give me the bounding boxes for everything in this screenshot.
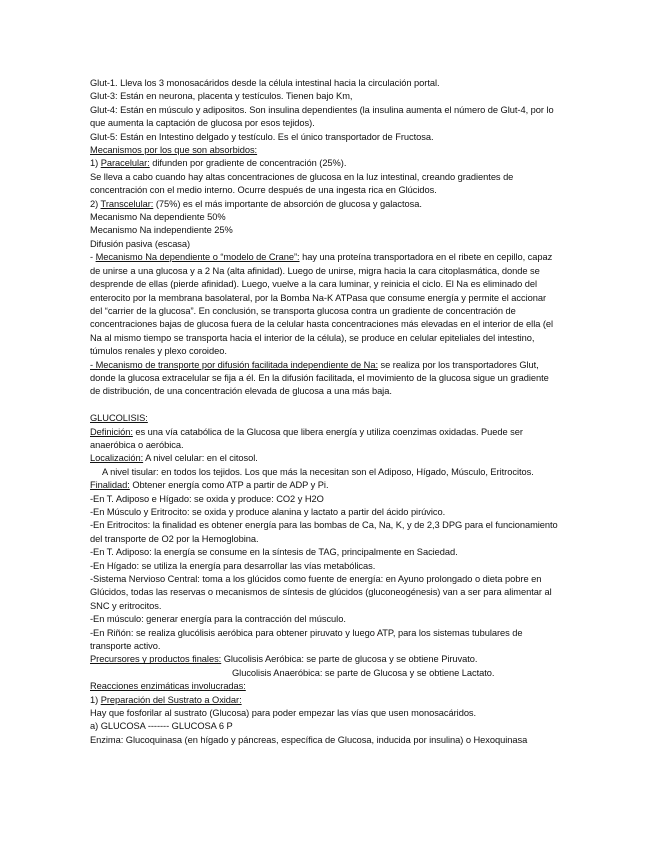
paracelular-label: Paracelular: bbox=[100, 158, 150, 169]
tissue-item: -En T. Adiposo e Hígado: se oxida y produce: CO2 y H2O bbox=[90, 493, 324, 504]
tissue-item: -En Riñón: se realiza glucólisis aeróbica para obtener piruvato y luego ATP, para los sistemas tubulares de transporte activo. bbox=[90, 627, 523, 652]
tissue-item: -Sistema Nervioso Central: toma a los glúcidos como fuente de energía: en Ayuno prolongado o dieta pobre en Glúcidos, todas las reservas o mecanismos de síntesis de glúcidos (gluconeogénesis) van a ser para alimentar al SNC y eritrocitos. bbox=[90, 574, 552, 611]
purpose-line bbox=[90, 479, 560, 492]
precursors-aerobic: Glucolisis Aeróbica: se parte de glucosa y se obtiene Piruvato. bbox=[221, 654, 478, 665]
precursors-anaerobic: Glucolisis Anaeróbica: se parte de Glucosa y se obtiene Lactato. bbox=[232, 667, 495, 678]
document-body bbox=[90, 77, 560, 747]
transcelular-line bbox=[90, 198, 560, 211]
tissue-item: -En Eritrocitos: la finalidad es obtener energía para las bombas de Ca, Na, K, y de 2,3 DPG para el funcionamiento del transporte de O2 por la Hemoglobina. bbox=[90, 520, 558, 544]
paracelular-line bbox=[90, 157, 560, 170]
facilitated-diffusion-text: se realiza por los transportadores Glut, donde la glucosa extracelular se fija a él. En la difusión facilitada, el movimiento de la glucosa sigue un gradiente de distribución, de una concentración elevada de glucosa a una más baja. bbox=[90, 359, 549, 397]
tissue-level-line: A nivel tisular: en todos los tejidos. Los que más la necesitan son el Adiposo, Hígado, Músculo, Eritrocitos. bbox=[102, 466, 534, 477]
paracelular-number: 1) bbox=[90, 158, 101, 169]
preparation-number: 1) bbox=[90, 694, 101, 705]
preparation-label: Preparación del Sustrato a Oxidar: bbox=[100, 694, 242, 705]
purpose-text: Obtener energía como ATP a partir de ADP y Pi. bbox=[129, 480, 329, 491]
glut5-line: Glut-5: Están en Intestino delgado y testículo. Es el único transportador de Fructosa. bbox=[90, 131, 434, 142]
glut4-paragraph: Glut-4: Están en músculo y adipositos. Son insulina dependientes (la insulina aumenta el número de Glut-4, por lo que aumenta la captación de glucosa por esos tejidos). bbox=[90, 104, 554, 129]
absorption-heading bbox=[90, 144, 560, 157]
na-dependent-line: Mecanismo Na dependiente 50% bbox=[90, 212, 226, 223]
definition-text: es una vía catabólica de la Glucosa que libera energía y utiliza coenzimas oxidadas. Puede ser anaeróbica o aeróbica. bbox=[90, 426, 523, 450]
crane-model-text: hay una proteína transportadora en el ribete en cepillo, capaz de unirse a una glucosa y a 2 Na (alta afinidad). Luego de unirse, migra hacia la cara citoplasmática, donde se desprende de ellas (pierde afinidad). Luego, vuelve a la cara luminar, y reinicia el ciclo. El Na es eliminado del enterocito por la membrana basolateral, por la Bomba Na-K ATPasa que consume energía y permite el accionar del “carrier de la glucosa”. En conclusión, se transporta glucosa contra un gradiente de concentración de concentraciones bajas de glucosa fuera de la celular hasta concentraciones más elevadas en el interior de ella (el Na al mismo tiempo se transporta hacia el interior de la célula), se produce en celular epiteliales del intestino, túmulos renales y plexo coroideo. bbox=[90, 252, 554, 357]
tissue-item: -En Hígado: se utiliza la energía para desarrollar las vías metabólicas. bbox=[90, 560, 376, 571]
facilitated-diffusion-paragraph bbox=[90, 359, 560, 399]
paracelular-detail: Se lleva a cabo cuando hay altas concentraciones de glucosa en la luz intestinal, creando gradientes de concentración con el medio interno. Ocurre después de una ingesta rica en Glúcidos. bbox=[90, 171, 514, 196]
facilitated-diffusion-label: - Mecanismo de transporte por difusión facilitada independiente de Na: bbox=[90, 359, 378, 370]
localization-label: Localización: bbox=[90, 453, 144, 464]
transcelular-text: (75%) es el más importante de absorción de glucosa y galactosa. bbox=[153, 198, 422, 209]
preparation-line bbox=[90, 694, 560, 707]
absorption-heading-text: Mecanismos por los que son absorbidos: bbox=[90, 145, 258, 156]
precursors-line bbox=[90, 653, 560, 666]
transcelular-label: Transcelular: bbox=[100, 198, 154, 209]
enzyme-line: Enzima: Glucoquinasa (en hígado y páncreas, específica de Glucosa, inducida por insulina) o Hexoquinasa bbox=[90, 734, 528, 745]
tissue-item: -En T. Adiposo: la energía se consume en la síntesis de TAG, principalmente en Saciedad. bbox=[90, 547, 458, 558]
precursors-label: Precursores y productos finales: bbox=[90, 654, 222, 665]
purpose-label: Finalidad: bbox=[90, 480, 130, 491]
preparation-detail: Hay que fosforilar al sustrato (Glucosa) para poder empezar las vías que usen monosacáridos. bbox=[90, 708, 477, 719]
glycolysis-heading bbox=[90, 412, 560, 425]
crane-model-label: Mecanismo Na dependiente o “modelo de Crane”: bbox=[95, 252, 300, 263]
passive-diffusion-line: Difusión pasiva (escasa) bbox=[90, 238, 191, 249]
paracelular-text: difunden por gradiente de concentración (25%). bbox=[149, 158, 347, 169]
reactions-heading-text: Reacciones enzimáticas involucradas: bbox=[90, 681, 246, 692]
tissue-item: -En Músculo y Eritrocito: se oxida y produce alanina y lactato a partir del ácido pirúvico. bbox=[90, 506, 446, 517]
localization-line bbox=[90, 452, 560, 465]
na-independent-line: Mecanismo Na independiente 25% bbox=[90, 225, 233, 236]
definition-label: Definición: bbox=[90, 426, 133, 437]
tissue-item: -En músculo: generar energía para la contracción del músculo. bbox=[90, 614, 346, 625]
transcelular-number: 2) bbox=[90, 198, 101, 209]
reaction-step-a: a) GLUCOSA ------- GLUCOSA 6 P bbox=[90, 721, 233, 732]
glut1-line: Glut-1. Lleva los 3 monosacáridos desde la célula intestinal hacia la circulación portal. bbox=[90, 78, 440, 88]
crane-prefix: - bbox=[90, 252, 96, 263]
glycolysis-heading-text: GLUCOLISIS: bbox=[90, 413, 148, 424]
glut3-line: Glut-3: Están en neurona, placenta y testículos. Tienen bajo Km, bbox=[90, 91, 353, 102]
crane-model-paragraph bbox=[90, 251, 560, 358]
section-spacer bbox=[90, 399, 560, 412]
reactions-heading bbox=[90, 680, 560, 693]
definition-paragraph bbox=[90, 426, 560, 453]
localization-text: A nivel celular: en el citosol. bbox=[143, 453, 258, 464]
